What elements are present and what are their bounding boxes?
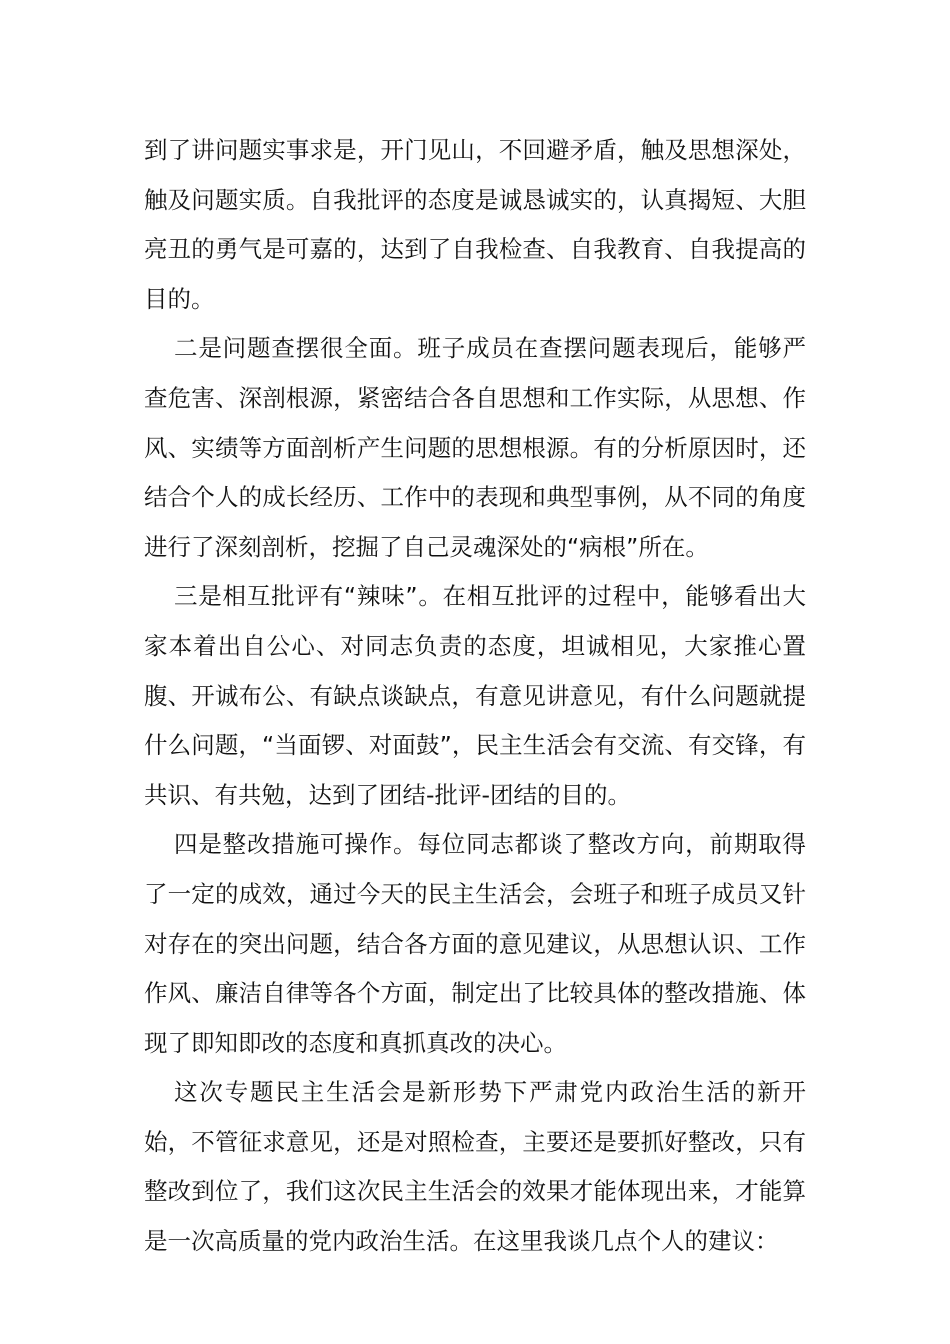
document-body bbox=[144, 126, 806, 1267]
paragraph-point-three: 三是相互批评有“辣味”。在相互批评的过程中，能够看出大家本着出自公心、对同志负责的态度，坦诚相见，大家推心置腹、开诚布公、有缺点谈缺点，有意见讲意见，有什么问题就提什么问题，“当面锣、对面鼓”，民主生活会有交流、有交锋，有共识、有共勉，达到了团结-批评-团结的目的。 bbox=[144, 582, 806, 809]
paragraph-continuation: 到了讲问题实事求是，开门见山，不回避矛盾，触及思想深处，触及问题实质。自我批评的态度是诚恳诚实的，认真揭短、大胆亮丑的勇气是可嘉的，达到了自我检查、自我教育、自我提高的目的。 bbox=[144, 136, 806, 313]
paragraph-point-four: 四是整改措施可操作。每位同志都谈了整改方向，前期取得了一定的成效，通过今天的民主生活会，会班子和班子成员又针对存在的突出问题，结合各方面的意见建议，从思想认识、工作作风、廉洁自律等各个方面，制定出了比较具体的整改措施、体现了即知即改的态度和真抓真改的决心。 bbox=[144, 830, 806, 1057]
paragraph-point-two: 二是问题查摆很全面。班子成员在查摆问题表现后，能够严查危害、深剖根源，紧密结合各自思想和工作实际，从思想、作风、实绩等方面剖析产生问题的思想根源。有的分析原因时，还结合个人的成长经历、工作中的表现和典型事例，从不同的角度进行了深刻剖析，挖掘了自己灵魂深处的“病根”所在。 bbox=[144, 334, 806, 561]
paragraph-conclusion: 这次专题民主生活会是新形势下严肃党内政治生活的新开始，不管征求意见，还是对照检查，主要还是要抓好整改，只有整改到位了，我们这次民主生活会的效果才能体现出来，才能算是一次高质量的党内政治生活。在这里我谈几点个人的建议： bbox=[144, 1078, 806, 1256]
